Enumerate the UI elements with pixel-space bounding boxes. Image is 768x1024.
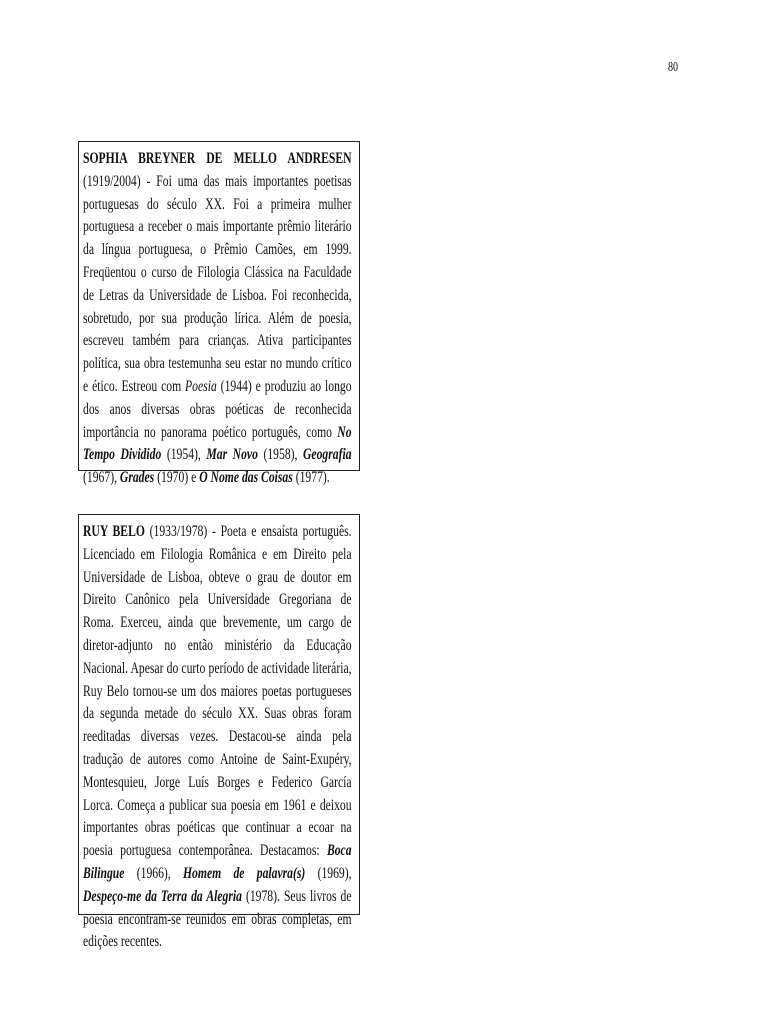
- page-number: 80: [668, 60, 679, 75]
- bio-segment: (1954),: [161, 445, 207, 464]
- work-title: Homem de palavra(s): [182, 863, 306, 882]
- work-title: No Tempo Dividido: [83, 422, 352, 464]
- bio-segment: (1977).: [292, 468, 330, 487]
- bio-segment: (1969),: [305, 863, 352, 882]
- bio-segment: (1967),: [83, 468, 120, 487]
- bio-segment: - Poeta e ensaísta português. Licenciado em Filologia Românica e em Direito pela Universidade de Lisboa, obteve o grau de doutor em Direito Canônico pela Universidade Gregoriana de Roma. Exerceu, ainda que brevemente, um cargo de diretor-adjunto no então ministério da Educação Nacional. Apesar do curto período de actividade literária, Ruy Belo tornou-se um dos maiores poetas portugueses da segunda metade do século XX. Suas obras foram reeditadas diversas vezes. Destacou-se ainda pela tradução de autores como Antoine de Saint-Exupéry, Montesquieu, Jorge Luís Borges e Federico García Lorca. Começa a publicar sua poesia em 1961 e deixou importantes obras poéticas que continuar a ecoar na poesia portuguesa contemporânea. Destacamos:: [83, 522, 352, 860]
- work-title: Grades: [119, 468, 155, 487]
- author-years: (1919/2004): [83, 171, 141, 190]
- bio-segment: - Foi uma das mais importantes poetisas portuguesas do século XX. Foi a primeira mulher portuguesa a receber o mais importante prêmio literário da língua portuguesa, o Prêmio Camões, em 1999. Freqüentou o curso de Filologia Clássica na Faculdade de Letras da Universidade de Lisboa. Foi reconhecida, sobretudo, por sua produção lírica. Além de poesia, escreveu também para crianças. Ativa participantes política, sua obra testemunha seu estar no mundo crítico e ético. Estreou com: [83, 171, 352, 395]
- bio-text: [83, 520, 352, 953]
- work-title: Mar Novo: [206, 445, 258, 464]
- work-title: Poesia: [185, 376, 217, 395]
- bio-segment: (1970) e: [154, 468, 200, 487]
- bio-segment: (1944) e produziu ao longo dos anos diversas obras poéticas de reconhecida importância no panorama poético português, como: [83, 376, 352, 441]
- work-title: Boca Bilingue: [83, 841, 352, 882]
- author-years: (1933/1978): [144, 522, 208, 540]
- author-name: SOPHIA BREYNER DE MELLO ANDRESEN: [83, 149, 352, 167]
- author-name: RUY BELO: [83, 522, 145, 540]
- work-title: Geografia: [303, 445, 352, 464]
- bio-segment: (1966),: [124, 863, 183, 882]
- bio-segment: (1958),: [257, 445, 304, 464]
- work-title: Despeço-me da Terra da Alegria: [83, 886, 242, 905]
- bio-box-ruy-belo: [78, 514, 360, 951]
- work-title: O Nome das Coisas: [199, 468, 293, 487]
- bio-text: [83, 147, 352, 489]
- bio-box-sophia-breyner: [78, 141, 360, 487]
- bio-segment: (1978). Seus livros de poesia encontram-se reunidos em obras completas, em edições recentes.: [83, 886, 352, 951]
